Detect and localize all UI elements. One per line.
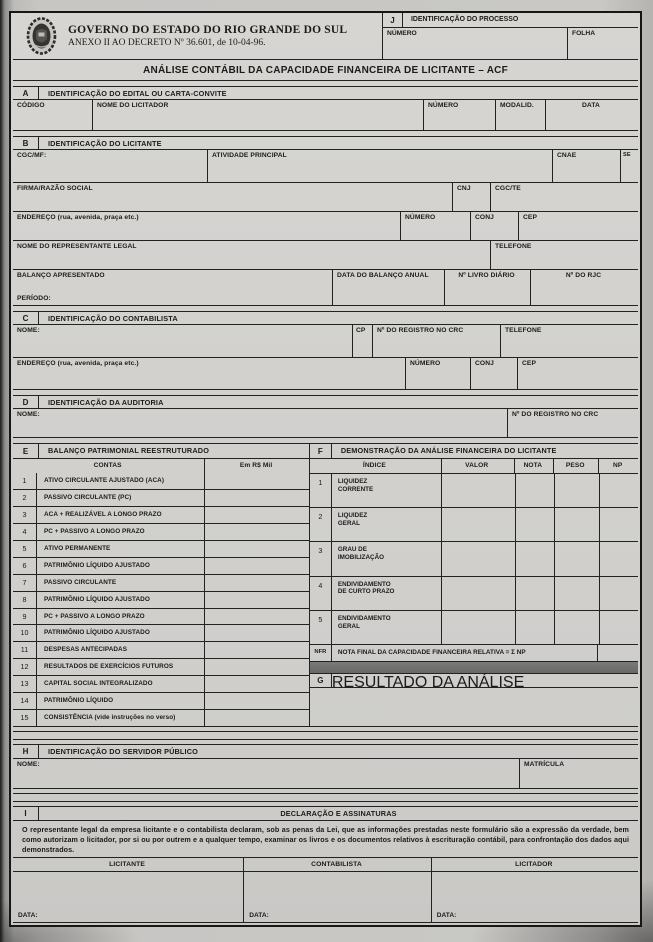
- section-e: [13, 444, 310, 726]
- section-c-title: IDENTIFICAÇÃO DO CONTABILISTA: [48, 314, 178, 323]
- licitante-column-header: LICITANTE: [13, 858, 244, 871]
- row-number: 14: [13, 693, 37, 709]
- section-e-header: [13, 444, 309, 459]
- section-d-header: [13, 396, 638, 409]
- data-edital-field: DATA: [582, 102, 600, 109]
- row-number: 2: [13, 490, 37, 506]
- value-cell: [205, 659, 309, 675]
- value-cell: [205, 575, 309, 591]
- shaded-separator-bar: [310, 661, 638, 673]
- coat-of-arms-icon: [26, 17, 57, 55]
- nota-cell: [516, 542, 555, 575]
- section-b-row5: [13, 269, 638, 305]
- table-row: [13, 591, 309, 608]
- licitador-column-header: LICITADOR: [515, 860, 553, 868]
- endereco-licitante-field: ENDEREÇO (rua, avenida, praça etc.): [13, 212, 401, 240]
- row-label: RESULTADOS DE EXERCÍCIOS FUTUROS: [37, 659, 205, 675]
- section-f: [310, 444, 638, 726]
- table-row: [13, 506, 309, 523]
- section-tag-i: I: [13, 807, 39, 820]
- section-e-title: BALANÇO PATRIMONIAL REESTRUTURADO: [48, 446, 210, 455]
- form-header-section: [13, 13, 638, 81]
- np-cell: [600, 508, 638, 541]
- index-label: [332, 611, 442, 644]
- row-label: PATRIMÔNIO LÍQUIDO AJUSTADO: [37, 558, 205, 574]
- index-label-line2: DE CURTO PRAZO: [337, 588, 395, 596]
- section-tag-f: F: [310, 444, 332, 458]
- value-cell: [205, 541, 309, 557]
- table-row: [13, 608, 309, 625]
- peso-cell: [555, 508, 600, 541]
- row-label: PATRIMÔNIO LÍQUIDO: [37, 693, 205, 709]
- section-i-header: [13, 807, 638, 821]
- index-label-line1: ENDIVIDAMENTO: [337, 614, 391, 622]
- table-row: [13, 641, 309, 658]
- index-label-line2: CORRENTE: [337, 485, 374, 493]
- balance-table-rows: [13, 473, 309, 726]
- numero-endereco-field: NÚMERO: [401, 212, 471, 240]
- contabilista-column-header: CONTABILISTA: [244, 858, 432, 871]
- section-d: [13, 395, 638, 438]
- row-label: PC + PASSIVO A LONGO PRAZO: [37, 524, 205, 540]
- table-row: [13, 540, 309, 557]
- date-label: DATA:: [436, 911, 457, 919]
- index-label-line1: LIQUIDEZ: [337, 512, 368, 520]
- org-text: [68, 24, 347, 48]
- telefone-licitante-field: TELEFONE: [495, 243, 532, 250]
- valor-cell: [442, 474, 516, 507]
- cep-field: CEP: [523, 214, 538, 221]
- row-number: 3: [13, 507, 37, 523]
- contabilista-signature-cell: [244, 872, 432, 922]
- section-d-title: IDENTIFICAÇÃO DA AUDITORIA: [48, 398, 164, 407]
- row-label: DESPESAS ANTECIPADAS: [37, 642, 205, 658]
- index-label: [332, 474, 442, 507]
- balanco-apresentado-field: [13, 270, 333, 305]
- section-b: [13, 136, 638, 306]
- section-g-title: RESULTADO DA ANÁLISE: [331, 673, 525, 691]
- section-b-header: [13, 137, 638, 150]
- cnae-field: CNAE: [553, 150, 621, 182]
- registro-crc-auditoria-field: Nº DO REGISTRO NO CRC: [512, 411, 599, 418]
- value-cell: [205, 558, 309, 574]
- table-row: [13, 709, 309, 726]
- value-cell: [205, 592, 309, 608]
- conj-contabilista-field: CONJ: [471, 358, 518, 389]
- cp-field: CP: [353, 325, 373, 357]
- value-cell: [205, 524, 309, 540]
- conj-field: CONJ: [471, 212, 519, 240]
- table-row: [13, 473, 309, 489]
- section-g-header: [310, 673, 638, 691]
- separator-strip: [13, 793, 638, 802]
- section-c-header: [13, 312, 638, 325]
- peso-cell: [555, 542, 600, 575]
- section-e-f: [13, 443, 638, 727]
- section-c-row2: [13, 357, 638, 389]
- balanco-label: BALANÇO APRESENTADO: [17, 272, 105, 279]
- row-number: 4: [13, 524, 37, 540]
- codigo-field: CÓDIGO: [13, 100, 93, 130]
- peso-cell: [555, 577, 600, 610]
- section-tag-h: H: [13, 745, 39, 758]
- index-row: [310, 507, 638, 541]
- section-c: [13, 311, 638, 390]
- row-number: 7: [13, 575, 37, 591]
- indice-column-header: ÍNDICE: [310, 459, 442, 473]
- row-number: 8: [13, 592, 37, 608]
- cep-contabilista-field: CEP: [522, 360, 537, 367]
- livro-diario-field: Nº LIVRO DIÁRIO: [445, 270, 531, 305]
- peso-column-header: PESO: [554, 459, 599, 473]
- telefone-contabilista-field: TELEFONE: [505, 327, 542, 334]
- table-row: [13, 489, 309, 506]
- np-cell: [600, 542, 638, 575]
- section-f-column-headers: [310, 459, 638, 473]
- nome-auditoria-field: NOME:: [13, 409, 508, 437]
- section-f-header: [310, 444, 638, 459]
- section-f-title: DEMONSTRAÇÃO DA ANÁLISE FINANCEIRA DO LICITANTE: [340, 446, 557, 455]
- section-h-title: IDENTIFICAÇÃO DO SERVIDOR PÚBLICO: [48, 747, 198, 756]
- index-row: [310, 473, 638, 507]
- section-a-header: [13, 87, 638, 100]
- section-c-row1: [13, 325, 638, 357]
- scan-edge-artifact: [0, 0, 4, 942]
- date-label: DATA:: [18, 911, 38, 919]
- valor-f-column-header: VALOR: [442, 459, 515, 473]
- matricula-field: MATRÍCULA: [524, 761, 565, 768]
- section-b-row2: [13, 182, 638, 211]
- process-id-box: [382, 13, 638, 59]
- nota-column-header: NOTA: [515, 459, 555, 473]
- row-number: 10: [13, 625, 37, 641]
- process-id-title: IDENTIFICAÇÃO DO PROCESSO: [411, 16, 519, 23]
- index-row: [310, 576, 638, 610]
- index-number: 2: [310, 508, 332, 541]
- row-label: ACA + REALIZÁVEL A LONGO PRAZO: [37, 507, 205, 523]
- section-i: [13, 806, 638, 923]
- processo-folha-field: FOLHA: [572, 30, 596, 37]
- nfr-label: NOTA FINAL DA CAPACIDADE FINANCEIRA RELATIVA = Σ NP: [332, 645, 598, 661]
- section-tag-e: E: [13, 444, 39, 458]
- atividade-principal-field: ATIVIDADE PRINCIPAL: [208, 150, 553, 182]
- nfr-tag: NFR: [310, 645, 332, 661]
- row-label: PASSIVO CIRCULANTE: [37, 575, 205, 591]
- np-cell: [600, 577, 638, 610]
- periodo-label: PERÍODO:: [17, 295, 51, 302]
- row-number: 1: [13, 473, 37, 489]
- table-row: [13, 574, 309, 591]
- section-tag-d: D: [13, 396, 39, 408]
- section-b-row4: [13, 240, 638, 269]
- signature-cells: [13, 872, 638, 922]
- table-row: [13, 624, 309, 641]
- valor-cell: [442, 577, 516, 610]
- index-label-line2: IMOBILIZAÇÃO: [337, 554, 385, 562]
- process-id-fields: [383, 28, 638, 59]
- value-cell: [205, 507, 309, 523]
- table-row: [13, 675, 309, 692]
- valor-column-header: Em R$ Mil: [239, 462, 273, 469]
- nota-cell: [516, 508, 555, 541]
- row-label: PC + PASSIVO A LONGO PRAZO: [37, 609, 205, 625]
- modalidade-field: MODALID.: [496, 100, 546, 130]
- section-a: [13, 86, 638, 131]
- section-a-title: IDENTIFICAÇÃO DO EDITAL OU CARTA-CONVITE: [48, 89, 227, 98]
- rjc-field: Nº DO RJC: [565, 272, 602, 279]
- cgc-mf-field: CGC/MF:: [13, 150, 208, 182]
- nota-cell: [516, 474, 555, 507]
- table-row: [13, 523, 309, 540]
- separator-strip: [13, 731, 638, 740]
- section-b-title: IDENTIFICAÇÃO DO LICITANTE: [48, 139, 162, 148]
- row-number: 12: [13, 659, 37, 675]
- nome-contabilista-field: NOME:: [13, 325, 353, 357]
- index-row: [310, 610, 638, 644]
- table-row: [13, 692, 309, 709]
- cnj-field: CNJ: [453, 183, 491, 211]
- index-number: 5: [310, 611, 332, 644]
- row-label: PATRIMÔNIO LÍQUIDO AJUSTADO: [37, 592, 205, 608]
- nome-licitador-field: NOME DO LICITADOR: [93, 100, 424, 130]
- index-number: 1: [310, 474, 332, 507]
- row-label: ATIVO CIRCULANTE AJUSTADO (ACA): [37, 473, 205, 489]
- index-number: 3: [310, 542, 332, 575]
- row-label: PASSIVO CIRCULANTE (PC): [37, 490, 205, 506]
- se-field: SE: [623, 152, 631, 158]
- section-a-fields: [13, 100, 638, 130]
- section-h: [13, 744, 638, 789]
- form-title: ANÁLISE CONTÁBIL DA CAPACIDADE FINANCEIRA DE LICITANTE – ACF: [13, 59, 638, 80]
- section-tag-b: B: [13, 137, 39, 149]
- row-label: CAPITAL SOCIAL INTEGRALIZADO: [37, 676, 205, 692]
- section-h-header: [13, 745, 638, 759]
- value-cell: [205, 693, 309, 709]
- header-left: [13, 13, 382, 59]
- index-label-line2: GERAL: [337, 622, 360, 630]
- row-number: 13: [13, 676, 37, 692]
- section-tag-j: J: [383, 13, 403, 27]
- licitador-signature-cell: [432, 872, 638, 922]
- licitante-signature-cell: [13, 872, 244, 922]
- section-tag-g: G: [310, 674, 332, 687]
- form-sheet: [9, 11, 642, 927]
- value-cell: [205, 710, 309, 726]
- representante-legal-field: NOME DO REPRESENTANTE LEGAL: [13, 241, 491, 269]
- nfr-np-cell: [598, 645, 638, 661]
- cgc-te-field: CGC/TE: [495, 185, 521, 192]
- value-cell: [205, 609, 309, 625]
- signature-column-headers: [13, 858, 638, 872]
- contas-column-header: CONTAS: [13, 459, 205, 473]
- nota-cell: [516, 577, 555, 610]
- endereco-contabilista-field: ENDEREÇO (rua, avenida, praça etc.): [13, 358, 406, 389]
- registro-crc-field: Nº DO REGISTRO NO CRC: [373, 325, 501, 357]
- section-h-row: [13, 759, 638, 788]
- index-number: 4: [310, 577, 332, 610]
- data-balanco-field: DATA DO BALANÇO ANUAL: [333, 270, 445, 305]
- index-label-line1: ENDIVIDAMENTO: [337, 580, 391, 588]
- nome-servidor-field: NOME:: [13, 759, 520, 788]
- nota-cell: [516, 611, 555, 644]
- section-b-row1: [13, 150, 638, 182]
- process-id-header: [383, 13, 638, 28]
- valor-cell: [442, 542, 516, 575]
- section-e-column-headers: [13, 459, 309, 473]
- np-cell: [600, 474, 638, 507]
- declaration-text: O representante legal da empresa licitante e o contabilista declaram, sob as penas da Lei, que as informações prestadas neste formulário são a expressão da verdade, bem como autorizam o licitador, por si ou por outrem e a qualquer tempo, examinar os livros e os documentos relativos à escrituração contábil, para confrontação dos dados aqui demonstrados.: [13, 821, 638, 858]
- numero-contabilista-field: NÚMERO: [406, 358, 471, 389]
- section-d-row: [13, 409, 638, 437]
- peso-cell: [555, 474, 600, 507]
- row-number: 5: [13, 541, 37, 557]
- row-label: CONSISTÊNCIA (vide instruções no verso): [37, 710, 205, 726]
- section-i-title: DECLARAÇÃO E ASSINATURAS: [280, 809, 397, 818]
- decree-line: ANEXO II AO DECRETO Nº 36.601, de 10-04-96.: [68, 38, 266, 48]
- section-b-row3: [13, 211, 638, 240]
- index-label-line2: GERAL: [337, 520, 360, 528]
- peso-cell: [555, 611, 600, 644]
- index-label: [332, 542, 442, 575]
- numero-edital-field: NÚMERO: [424, 100, 496, 130]
- section-tag-a: A: [13, 87, 39, 99]
- table-row: [13, 557, 309, 574]
- value-cell: [205, 473, 309, 489]
- row-label: ATIVO PERMANENTE: [37, 541, 205, 557]
- processo-numero-field: NÚMERO: [383, 28, 568, 59]
- nfr-row: [310, 644, 638, 661]
- firma-razao-social-field: FIRMA/RAZÃO SOCIAL: [13, 183, 453, 211]
- row-number: 6: [13, 558, 37, 574]
- row-label: PATRIMÔNIO LÍQUIDO AJUSTADO: [37, 625, 205, 641]
- date-label: DATA:: [249, 911, 269, 919]
- valor-cell: [442, 508, 516, 541]
- row-number: 11: [13, 642, 37, 658]
- index-label-line1: LIQUIDEZ: [337, 478, 368, 485]
- table-row: [13, 658, 309, 675]
- header-row: [13, 13, 638, 59]
- np-column-header: NP: [612, 462, 623, 469]
- index-label-line1: GRAU DE: [337, 546, 367, 554]
- row-number: 15: [13, 710, 37, 726]
- section-tag-c: C: [13, 312, 39, 324]
- row-number: 9: [13, 609, 37, 625]
- index-row: [310, 541, 638, 575]
- resultado-analise-field: [310, 688, 638, 726]
- index-label: [332, 508, 442, 541]
- value-cell: [205, 490, 309, 506]
- valor-cell: [442, 611, 516, 644]
- value-cell: [205, 676, 309, 692]
- np-cell: [600, 611, 638, 644]
- org-name: GOVERNO DO ESTADO DO RIO GRANDE DO SUL: [68, 24, 348, 36]
- index-label: [332, 577, 442, 610]
- value-cell: [205, 642, 309, 658]
- value-cell: [205, 625, 309, 641]
